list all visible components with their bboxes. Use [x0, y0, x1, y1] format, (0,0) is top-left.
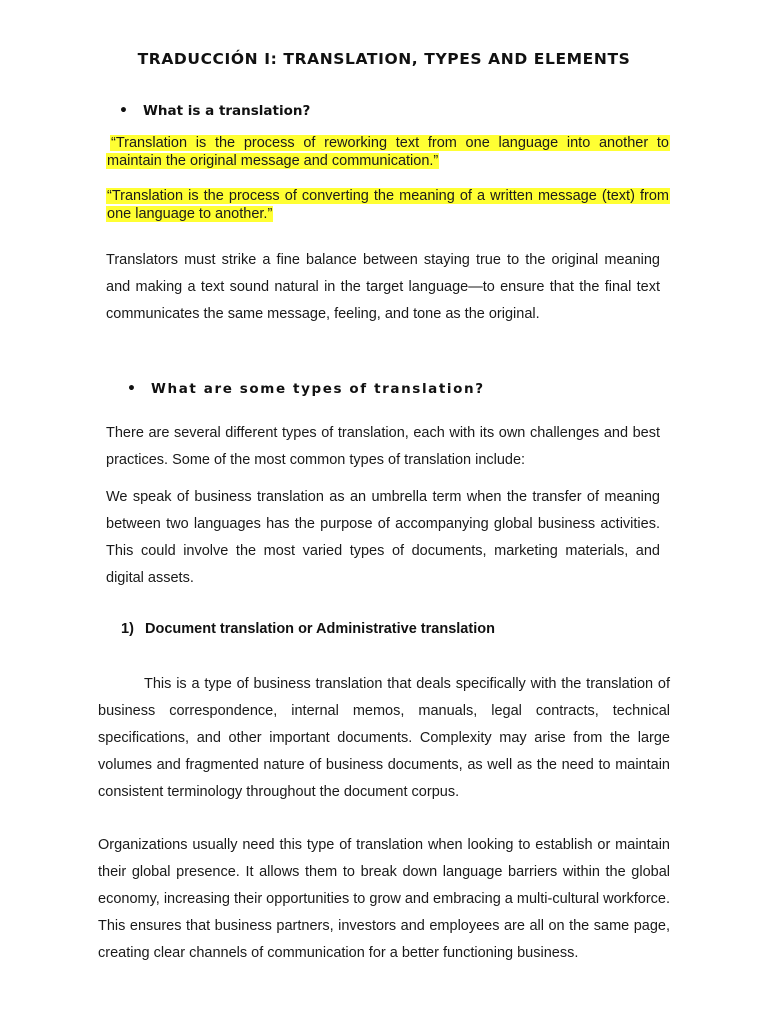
- highlighted-quote-text: “Translation is the process of reworking text from one language into another to maintain the original message and communication.”: [107, 135, 669, 169]
- document-title: TRADUCCIÓN I: TRANSLATION, TYPES AND ELEMENTS: [137, 50, 631, 68]
- definition-quote-2: [106, 187, 670, 223]
- list-number: 1): [121, 621, 134, 637]
- section-heading-text: What are some types of translation?: [151, 381, 485, 397]
- section-heading-types-of-translation: [127, 381, 485, 397]
- organizations-paragraph: Organizations usually need this type of translation when looking to establish or maintain their global presence. It allows them to break down language barriers within the global economy, increasing their opportunities to grow and embracing a multi-cultural workforce. This ensures that business partners, investors and employees are all on the same page, creating clear channels of communication for a better functioning business.: [98, 837, 670, 961]
- document-translation-paragraph: This is a type of business translation that deals specifically with the translation of business correspondence, internal memos, manuals, legal contracts, technical specifications, and other important documents. Complexity may arise from the large volumes and fragmented nature of business documents, as well as the need to maintain consistent terminology throughout the document corpus.: [98, 676, 670, 800]
- translators-paragraph: Translators must strike a fine balance between staying true to the original meaning and making a text sound natural in the target language—to ensure that the final text communicates the same message, feeling, and tone as the original.: [106, 252, 660, 322]
- section-heading-text: What is a translation?: [143, 103, 311, 119]
- highlighted-quote-text: “Translation is the process of converting the meaning of a written message (text) from one language to another.”: [107, 188, 669, 222]
- section-heading-what-is-translation: [119, 103, 310, 119]
- definition-quote-1: [106, 134, 670, 170]
- subsection-heading-text: Document translation or Administrative translation: [145, 621, 495, 637]
- subsection-heading-document-translation: [121, 621, 495, 637]
- bullet-icon: •: [127, 381, 138, 397]
- business-translation-paragraph: We speak of business translation as an umbrella term when the transfer of meaning between two languages has the purpose of accompanying global business activities. This could involve the most varied types of documents, marketing materials, and digital assets.: [106, 489, 660, 586]
- bullet-icon: •: [119, 103, 128, 119]
- types-intro-paragraph: There are several different types of translation, each with its own challenges and best practices. Some of the most common types of translation include:: [106, 425, 660, 468]
